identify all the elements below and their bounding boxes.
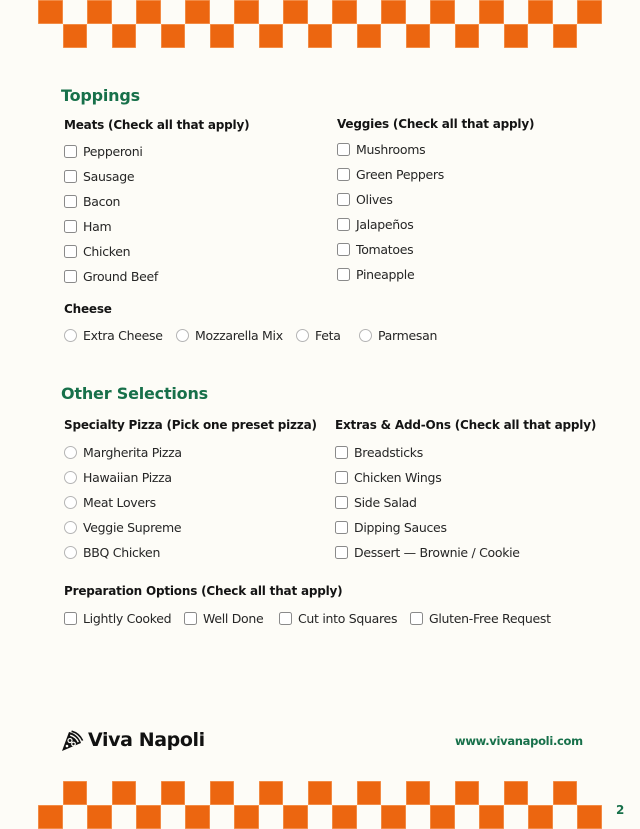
radio-button[interactable] [64, 496, 77, 509]
veggie-option-pineapple[interactable]: Pineapple [337, 266, 414, 282]
cheese-option-extra-cheese[interactable]: Extra Cheese [64, 327, 163, 343]
checkbox[interactable] [279, 612, 292, 625]
meat-option-bacon[interactable]: Bacon [64, 193, 120, 209]
radio-button[interactable] [64, 471, 77, 484]
radio-button[interactable] [296, 329, 309, 342]
checkbox[interactable] [337, 193, 350, 206]
checkbox[interactable] [64, 245, 77, 258]
veggies-heading: Veggies (Check all that apply) [337, 117, 535, 131]
checkbox[interactable] [64, 145, 77, 158]
specialty-option-hawaiian[interactable]: Hawaiian Pizza [64, 469, 172, 485]
radio-button[interactable] [359, 329, 372, 342]
specialty-pizza-heading: Specialty Pizza (Pick one preset pizza) [64, 418, 317, 432]
veggie-option-green-peppers[interactable]: Green Peppers [337, 166, 444, 182]
checkbox[interactable] [337, 143, 350, 156]
extra-option-side-salad[interactable]: Side Salad [335, 494, 417, 510]
checkbox[interactable] [335, 446, 348, 459]
brand-logo [60, 728, 205, 752]
brand-name: Viva Napoli [88, 729, 205, 751]
veggie-option-olives[interactable]: Olives [337, 191, 393, 207]
checkbox[interactable] [335, 546, 348, 559]
checkbox[interactable] [337, 218, 350, 231]
specialty-option-bbq-chicken[interactable]: BBQ Chicken [64, 544, 160, 560]
extra-option-dessert[interactable]: Dessert — Brownie / Cookie [335, 544, 520, 560]
checkbox[interactable] [337, 168, 350, 181]
radio-button[interactable] [176, 329, 189, 342]
cheese-option-mozzarella-mix[interactable]: Mozzarella Mix [176, 327, 283, 343]
preparation-heading: Preparation Options (Check all that apply) [64, 584, 343, 598]
extras-heading: Extras & Add-Ons (Check all that apply) [335, 418, 597, 432]
veggie-option-jalapenos[interactable]: Jalapeños [337, 216, 414, 232]
veggie-option-tomatoes[interactable]: Tomatoes [337, 241, 413, 257]
checkbox[interactable] [64, 220, 77, 233]
extra-option-breadsticks[interactable]: Breadsticks [335, 444, 423, 460]
cheese-heading: Cheese [64, 302, 112, 316]
veggie-option-mushrooms[interactable]: Mushrooms [337, 141, 425, 157]
cheese-option-feta[interactable]: Feta [296, 327, 341, 343]
checkbox[interactable] [184, 612, 197, 625]
checkbox[interactable] [337, 268, 350, 281]
website-link[interactable]: www.vivanapoli.com [455, 734, 583, 748]
prep-option-cut-into-squares[interactable]: Cut into Squares [279, 610, 397, 626]
meat-option-ham[interactable]: Ham [64, 218, 111, 234]
prep-option-gluten-free[interactable]: Gluten-Free Request [410, 610, 551, 626]
checkbox[interactable] [335, 521, 348, 534]
checkbox[interactable] [64, 270, 77, 283]
bottom-checker-border [0, 781, 640, 829]
extra-option-chicken-wings[interactable]: Chicken Wings [335, 469, 441, 485]
specialty-option-veggie-supreme[interactable]: Veggie Supreme [64, 519, 181, 535]
cheese-option-parmesan[interactable]: Parmesan [359, 327, 437, 343]
checkbox[interactable] [335, 471, 348, 484]
checkbox[interactable] [335, 496, 348, 509]
meat-option-ground-beef[interactable]: Ground Beef [64, 268, 158, 284]
prep-option-lightly-cooked[interactable]: Lightly Cooked [64, 610, 171, 626]
page-number: 2 [616, 803, 625, 817]
toppings-heading: Toppings [61, 86, 140, 105]
checkbox[interactable] [64, 170, 77, 183]
radio-button[interactable] [64, 546, 77, 559]
radio-button[interactable] [64, 329, 77, 342]
radio-button[interactable] [64, 521, 77, 534]
top-checker-border [0, 0, 640, 48]
meats-heading: Meats (Check all that apply) [64, 118, 250, 132]
checkbox[interactable] [64, 195, 77, 208]
extra-option-dipping-sauces[interactable]: Dipping Sauces [335, 519, 447, 535]
pizza-slice-icon [60, 728, 84, 752]
meat-option-chicken[interactable]: Chicken [64, 243, 130, 259]
checkbox[interactable] [410, 612, 423, 625]
radio-button[interactable] [64, 446, 77, 459]
prep-option-well-done[interactable]: Well Done [184, 610, 263, 626]
checkbox[interactable] [64, 612, 77, 625]
meat-option-pepperoni[interactable]: Pepperoni [64, 143, 143, 159]
specialty-option-meat-lovers[interactable]: Meat Lovers [64, 494, 156, 510]
other-selections-heading: Other Selections [61, 384, 208, 403]
checkbox[interactable] [337, 243, 350, 256]
meat-option-sausage[interactable]: Sausage [64, 168, 134, 184]
specialty-option-margherita[interactable]: Margherita Pizza [64, 444, 182, 460]
